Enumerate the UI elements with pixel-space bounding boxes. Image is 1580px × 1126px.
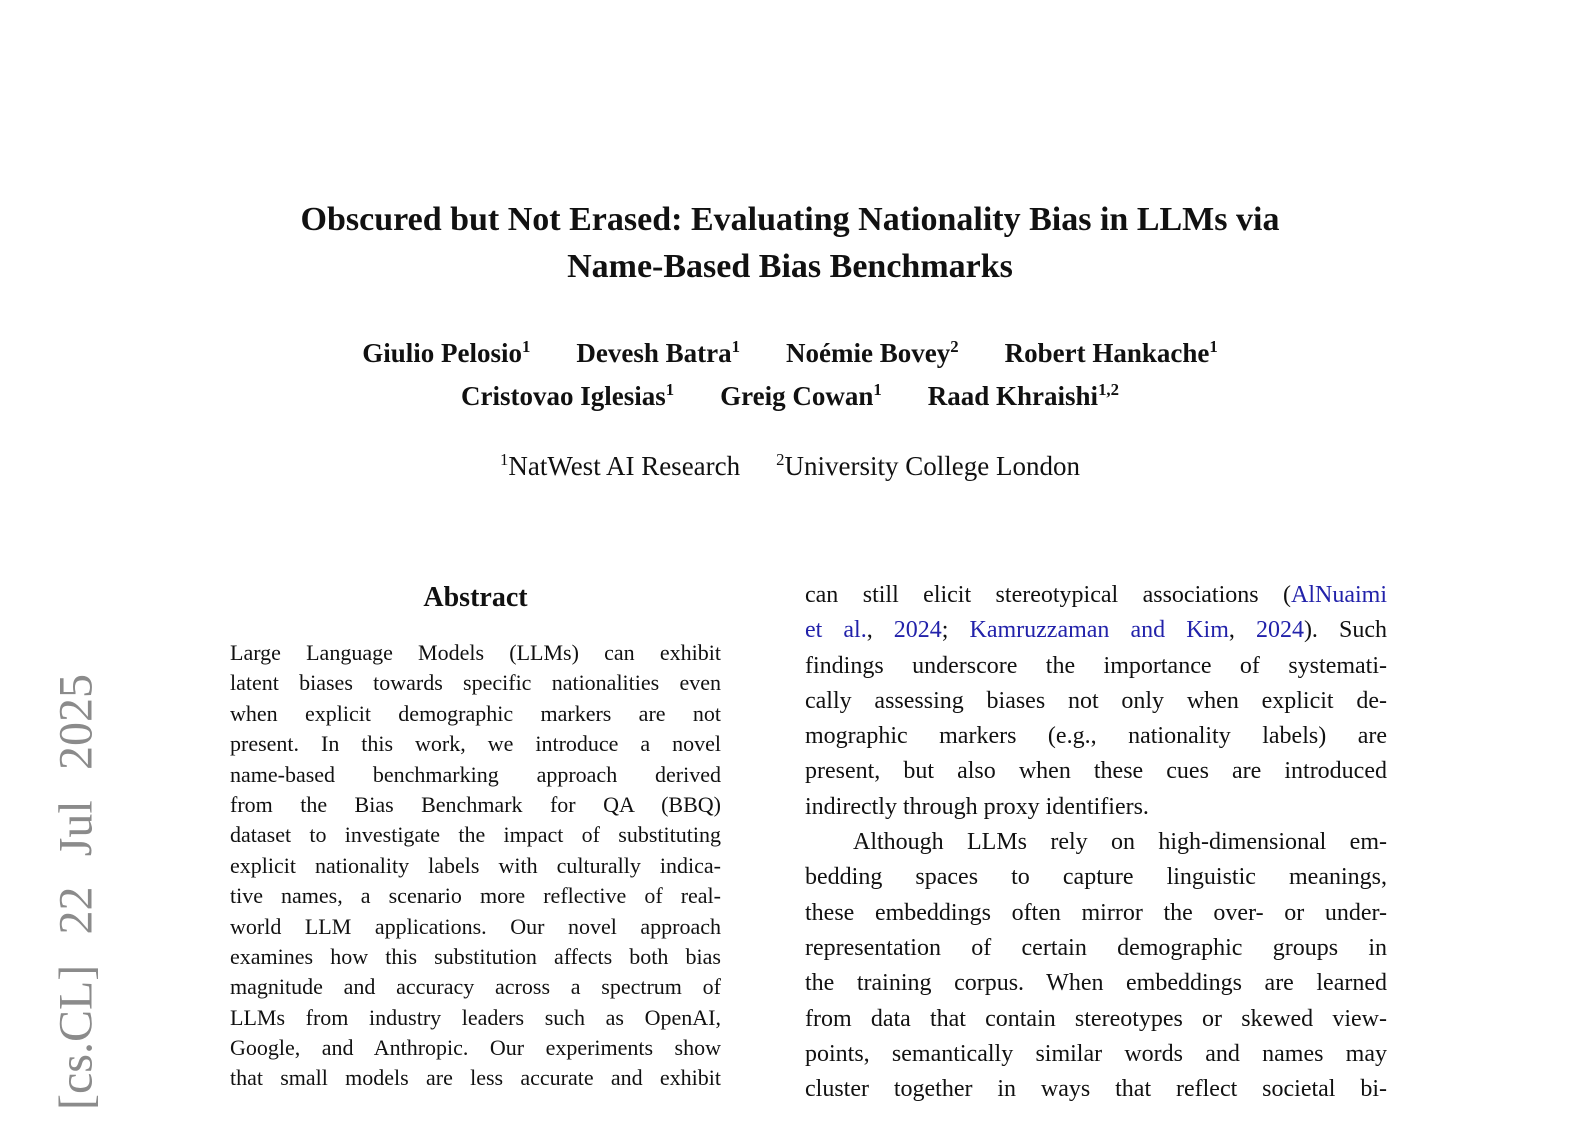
text-segment: ). Such <box>1303 617 1387 644</box>
text-line <box>230 881 721 911</box>
text-line <box>230 729 721 759</box>
text-line <box>230 790 721 820</box>
text-line <box>805 684 1387 719</box>
citation-link[interactable]: AlNuaimi <box>1291 582 1387 608</box>
text-segment: present, but also when these cues are introduced <box>805 758 1387 785</box>
affiliations <box>0 448 1580 484</box>
affiliation-name: NatWest AI Research <box>508 451 741 481</box>
author-name: Cristovao Iglesias <box>461 381 666 411</box>
paragraph <box>805 825 1387 1107</box>
author <box>720 381 882 411</box>
author <box>461 381 674 411</box>
author-affiliation-marker: 1 <box>731 337 741 356</box>
text-segment: findings underscore the importance of systemati- <box>805 652 1387 679</box>
author-row-2 <box>0 375 1580 418</box>
text-segment: magnitude and accuracy across a spectrum of <box>230 974 721 1000</box>
author <box>576 338 740 368</box>
text-segment: these embeddings often mirror the over- or under- <box>805 899 1387 926</box>
text-segment: that small models are less accurate and exhibit <box>230 1065 721 1091</box>
author-list <box>0 332 1580 418</box>
text-line <box>805 1037 1387 1072</box>
text-segment: bedding spaces to capture linguistic meanings, <box>805 864 1387 891</box>
text-segment: can still elicit stereotypical associations ( <box>805 582 1291 608</box>
paper-title-line-1: Obscured but Not Erased: Evaluating Nationality Bias in LLMs via <box>300 201 1280 238</box>
text-line <box>230 699 721 729</box>
text-segment: when explicit demographic markers are not <box>230 700 721 726</box>
text-segment: present. In this work, we introduce a novel <box>230 731 721 757</box>
citation-link[interactable]: 2024 <box>1255 617 1304 644</box>
text-segment: ; <box>941 617 970 644</box>
text-line <box>805 860 1387 895</box>
text-line <box>230 942 721 972</box>
text-segment: latent biases towards specific nationalities even <box>230 670 721 696</box>
text-segment: mographic markers (e.g., nationality labels) are <box>805 723 1387 750</box>
affiliation-name: University College London <box>784 451 1080 481</box>
affiliation-marker: 1 <box>500 450 509 469</box>
author <box>786 338 959 368</box>
text-line <box>805 649 1387 684</box>
text-segment: name-based benchmarking approach derived <box>230 761 721 787</box>
right-column <box>805 578 1387 1107</box>
text-line <box>230 1033 721 1063</box>
author-affiliation-marker: 1 <box>873 380 882 399</box>
text-line <box>805 1072 1387 1107</box>
arxiv-watermark: [cs.CL] 22 Jul 2025 <box>49 673 103 1111</box>
abstract-body <box>230 638 721 1094</box>
text-line <box>230 1063 721 1093</box>
text-line <box>230 972 721 1002</box>
citation-link[interactable]: Kamruzzaman and Kim <box>969 617 1229 644</box>
text-segment: Google, and Anthropic. Our experiments show <box>230 1035 721 1061</box>
paragraph <box>805 578 1387 825</box>
text-line <box>805 790 1387 825</box>
author-affiliation-marker: 1 <box>1209 337 1218 356</box>
paper-title <box>0 196 1580 290</box>
author-name: Devesh Batra <box>576 338 732 368</box>
text-segment: cally assessing biases not only when explicit de- <box>805 687 1387 714</box>
author <box>928 381 1119 411</box>
author-name: Giulio Pelosio <box>362 338 523 368</box>
text-segment: LLMs from industry leaders such as OpenAI, <box>230 1004 721 1030</box>
affiliation-marker: 2 <box>776 450 785 469</box>
text-line <box>805 754 1387 789</box>
citation-link[interactable]: et al. <box>805 617 867 644</box>
author-row-1 <box>0 332 1580 375</box>
author-affiliation-marker: 1 <box>522 337 531 356</box>
text-line <box>230 760 721 790</box>
text-line <box>230 638 721 668</box>
paragraph <box>230 638 721 1094</box>
text-segment: examines how this substitution affects both bias <box>230 943 721 969</box>
author-affiliation-marker: 2 <box>950 337 959 356</box>
left-column <box>230 582 721 1094</box>
text-segment: tive names, a scenario more reflective of real- <box>230 883 721 909</box>
author-name: Raad Khraishi <box>927 381 1099 411</box>
text-segment: indirectly through proxy identifiers. <box>805 793 1149 820</box>
text-line <box>805 896 1387 931</box>
author-affiliation-marker: 1,2 <box>1098 380 1119 399</box>
text-line <box>230 820 721 850</box>
text-segment: from the Bias Benchmark for QA (BBQ) <box>230 791 721 817</box>
author <box>362 338 530 368</box>
text-segment: representation of certain demographic groups in <box>805 934 1387 961</box>
author-name: Robert Hankache <box>1004 338 1210 368</box>
text-line <box>805 719 1387 754</box>
text-line <box>230 851 721 881</box>
author-name: Noémie Bovey <box>786 338 951 368</box>
text-segment: cluster together in ways that reflect societal bi- <box>805 1076 1387 1103</box>
text-segment: dataset to investigate the impact of substituting <box>230 822 721 848</box>
affiliation <box>776 451 1080 481</box>
text-segment: , <box>1228 617 1256 644</box>
text-segment: Although LLMs rely on high-dimensional em- <box>853 829 1387 856</box>
affiliation <box>500 451 740 481</box>
author-name: Greig Cowan <box>720 381 874 411</box>
text-segment: points, semantically similar words and names may <box>805 1040 1387 1067</box>
text-line <box>805 1002 1387 1037</box>
author <box>1005 338 1218 368</box>
citation-link[interactable]: 2024 <box>893 617 942 644</box>
text-segment: Large Language Models (LLMs) can exhibit <box>230 640 721 665</box>
text-line <box>805 966 1387 1001</box>
text-line <box>805 825 1387 860</box>
abstract-heading: Abstract <box>423 582 528 613</box>
text-segment: the training corpus. When embeddings are learned <box>805 970 1387 997</box>
text-segment: world LLM applications. Our novel approach <box>230 913 721 939</box>
text-line <box>230 1003 721 1033</box>
text-segment: , <box>866 617 894 644</box>
paper-title-line-2: Name-Based Bias Benchmarks <box>567 248 1013 285</box>
text-line <box>230 668 721 698</box>
text-segment: from data that contain stereotypes or skewed view- <box>805 1005 1387 1032</box>
text-line <box>230 912 721 942</box>
author-affiliation-marker: 1 <box>665 380 675 399</box>
text-line <box>805 613 1387 648</box>
text-line <box>805 931 1387 966</box>
text-line <box>805 578 1387 613</box>
text-segment: explicit nationality labels with culturally indica- <box>230 852 721 878</box>
